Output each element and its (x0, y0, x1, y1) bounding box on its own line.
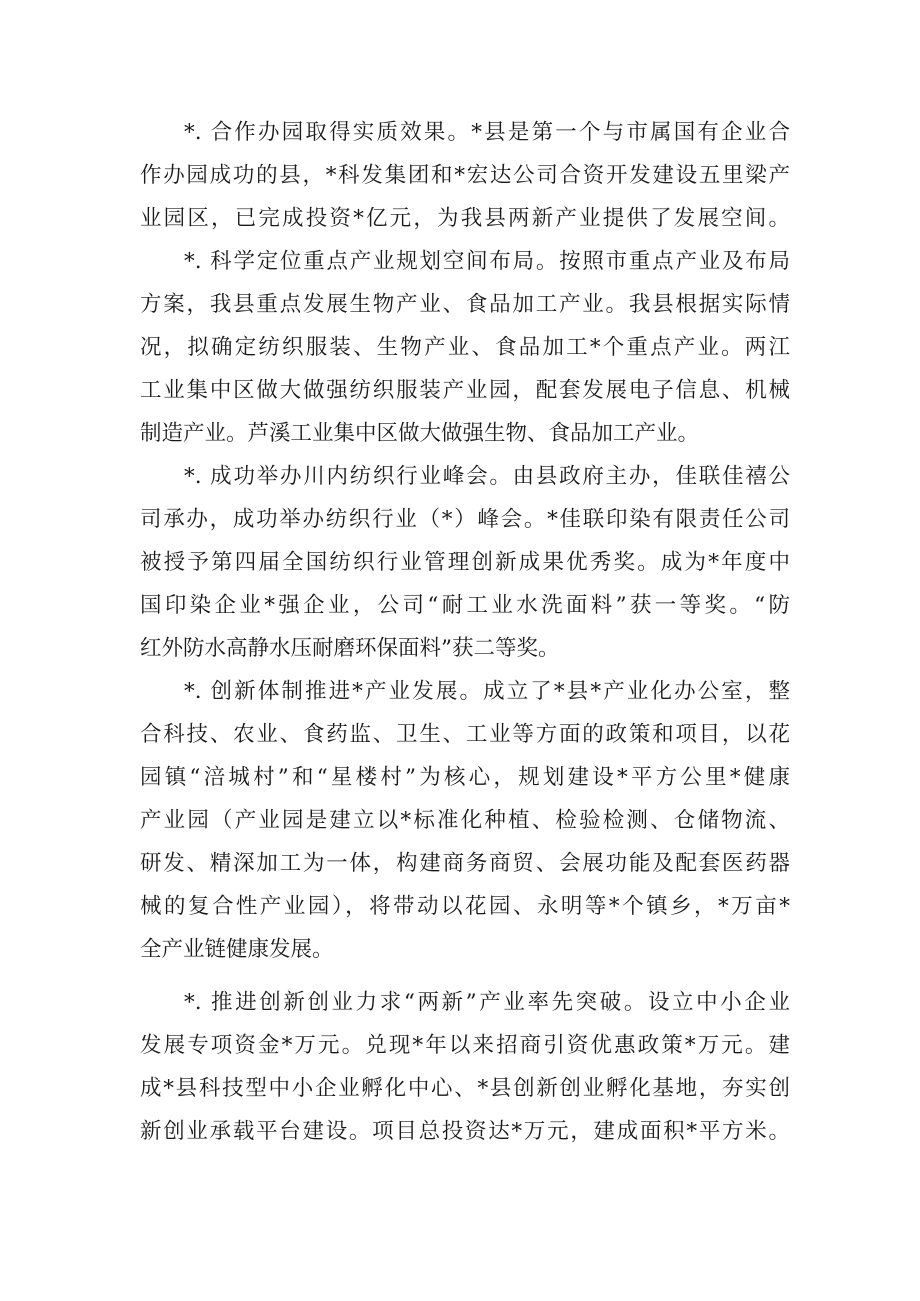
paragraph-4-line-7: 全产业链健康发展。 (140, 937, 334, 962)
paragraph-2-line-3: 况，拟确定纺织服装、生物产业、食品加工*个重点产业。两江 (140, 335, 790, 360)
paragraph-1-line-1: *. 合作办园取得实质效果。*县是第一个与市属国有企业合 (184, 120, 790, 145)
paragraph-2-line-4: 工业集中区做大做强纺织服装产业园，配套发展电子信息、机械 (140, 378, 790, 403)
paragraph-4-line-5: 研发、精深加工为一体，构建商务商贸、会展功能及配套医药器 (140, 851, 790, 876)
paragraph-3-line-2: 司承办，成功举办纺织行业（*）峰会。*佳联印染有限责任公司 (140, 507, 790, 532)
paragraph-1-line-3: 业园区，已完成投资*亿元，为我县两新产业提供了发展空间。 (140, 206, 790, 231)
paragraph-3-line-1: *. 成功举办川内纺织行业峰会。由县政府主办，佳联佳禧公 (184, 464, 790, 489)
paragraph-4-line-6: 械的复合性产业园），将带动以花园、永明等*个镇乡，*万亩* (140, 894, 790, 919)
paragraph-4-line-2: 合科技、农业、食药监、卫生、工业等方面的政策和项目，以花 (140, 722, 790, 747)
paragraph-1-line-2: 作办园成功的县，*科发集团和*宏达公司合资开发建设五里梁产 (140, 163, 790, 188)
paragraph-2-line-1: *. 科学定位重点产业规划空间布局。按照市重点产业及布局 (184, 249, 790, 274)
paragraph-5-line-2: 发展专项资金*万元。兑现*年以来招商引资优惠政策*万元。建 (140, 1033, 790, 1058)
paragraph-5-line-1: *. 推进创新创业力求“两新”产业率先突破。设立中小企业 (184, 990, 790, 1015)
paragraph-5-line-4: 新创业承载平台建设。项目总投资达*万元，建成面积*平方米。 (140, 1119, 790, 1144)
paragraph-4-line-1: *. 创新体制推进*产业发展。成立了*县*产业化办公室，整 (184, 679, 790, 704)
paragraph-5-line-3: 成*县科技型中小企业孵化中心、*县创新创业孵化基地，夯实创 (140, 1076, 790, 1101)
paragraph-2-line-5: 制造产业。芦溪工业集中区做大做强生物、食品加工产业。 (140, 421, 700, 446)
paragraph-3-line-4: 国印染企业*强企业，公司“耐工业水洗面料”获一等奖。“防 (140, 593, 790, 618)
paragraph-2-line-2: 方案，我县重点发展生物产业、食品加工产业。我县根据实际情 (140, 292, 790, 317)
paragraph-4-line-3: 园镇“涪城村”和“星楼村”为核心，规划建设*平方公里*健康 (140, 765, 790, 790)
paragraph-4-line-4: 产业园（产业园是建立以*标准化种植、检验检测、仓储物流、 (140, 808, 790, 833)
paragraph-3-line-5: 红外防水高静水压耐磨环保面料”获二等奖。 (140, 636, 560, 661)
paragraph-3-line-3: 被授予第四届全国纺织行业管理创新成果优秀奖。成为*年度中 (140, 550, 790, 575)
